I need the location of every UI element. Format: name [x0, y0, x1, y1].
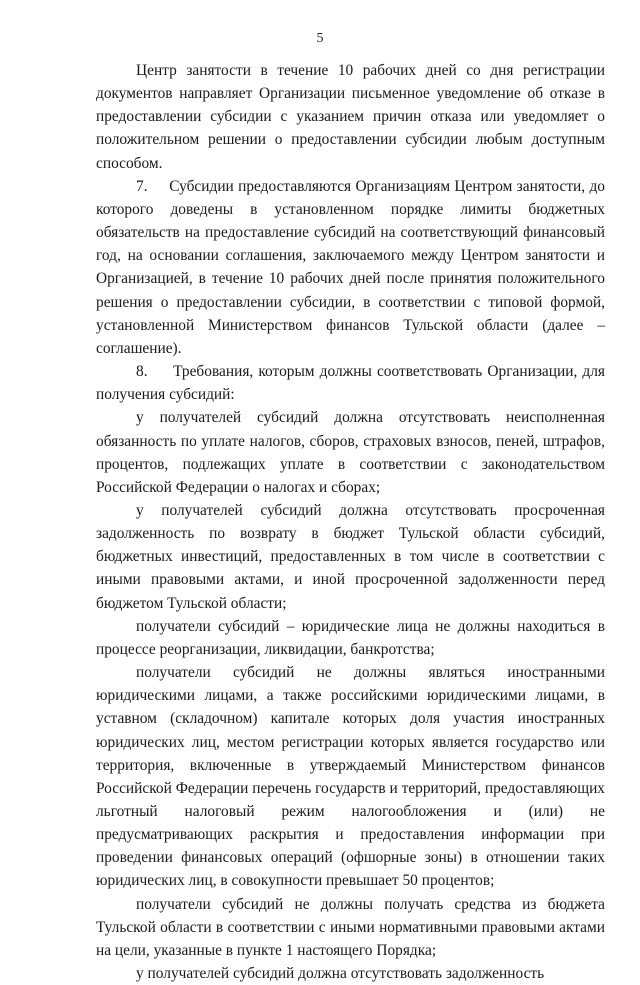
paragraph-item-8: 8. Требования, которым должны соответствовать Организации, для получения субсидий: — [96, 363, 605, 404]
requirement-no-debt-continued: у получателей субсидий должна отсутствовать задолженность — [136, 965, 545, 983]
requirement-not-foreign-entity: получатели субсидий не должны являться иностранными юридическими лицами, а также российскими юридическими лицами, в уставном (складочном) капитале которых доля участия иностранных юридических лиц, местом регистрации которых является государство или территория, включенные в утверждаемый Министерством финансов Российской Федерации перечень государств и территорий, предоставляющих льготный налоговый режим налогообложения и (или) не предусматривающих раскрытия и предоставления информации при проведении финансовых операций (офшорные зоны) в отношении таких юридических лиц, в совокупности превышает 50 процентов; — [96, 664, 606, 890]
requirement-no-tax-debt: у получателей субсидий должна отсутствовать неисполненная обязанность по уплате налогов, сборов, страховых взносов, пеней, штрафов, процентов, подлежащих уплате в соответствии с законодательством Российской Федерации о налогах и сборах; — [96, 409, 605, 496]
requirement-no-overdue-budget-debt: у получателей субсидий должна отсутствовать просроченная задолженность по возврату в бюджет Тульской области субсидий, бюджетных инвестиций, предоставленных в том числе в соответствии с иными правовыми актами, и иной просроченной задолженности перед бюджетом Тульской области; — [96, 501, 605, 612]
document-body — [96, 59, 605, 985]
requirement-no-other-budget-funds: получатели субсидий не должны получать средства из бюджета Тульской области в соответствии с иными нормативными правовыми актами на цели, указанные в пункте 1 настоящего Порядка; — [96, 895, 605, 959]
page-number: 5 — [316, 31, 324, 46]
paragraph-notification: Центр занятости в течение 10 рабочих дней со дня регистрации документов направляет Организации письменное уведомление об отказе в предоставлении субсидии с указанием причин отказа или уведомляет о положительном решении о предоставлении субсидии любым доступным способом. — [96, 62, 605, 172]
requirement-no-reorganization: получатели субсидий – юридические лица не должны находиться в процессе реорганизации, ликвидации, банкротства; — [96, 617, 605, 658]
paragraph-item-7: 7. Субсидии предоставляются Организациям Центром занятости, до которого доведены в установленном порядке лимиты бюджетных обязательств на предоставление субсидий на соответствующий финансовый год, на основании соглашения, заключаемого между Центром занятости и Организацией, в течение 10 рабочих дней после принятия положительного решения о предоставлении субсидии, в соответствии с типовой формой, установленной Министерством финансов Тульской области (далее – соглашение). — [96, 177, 605, 357]
